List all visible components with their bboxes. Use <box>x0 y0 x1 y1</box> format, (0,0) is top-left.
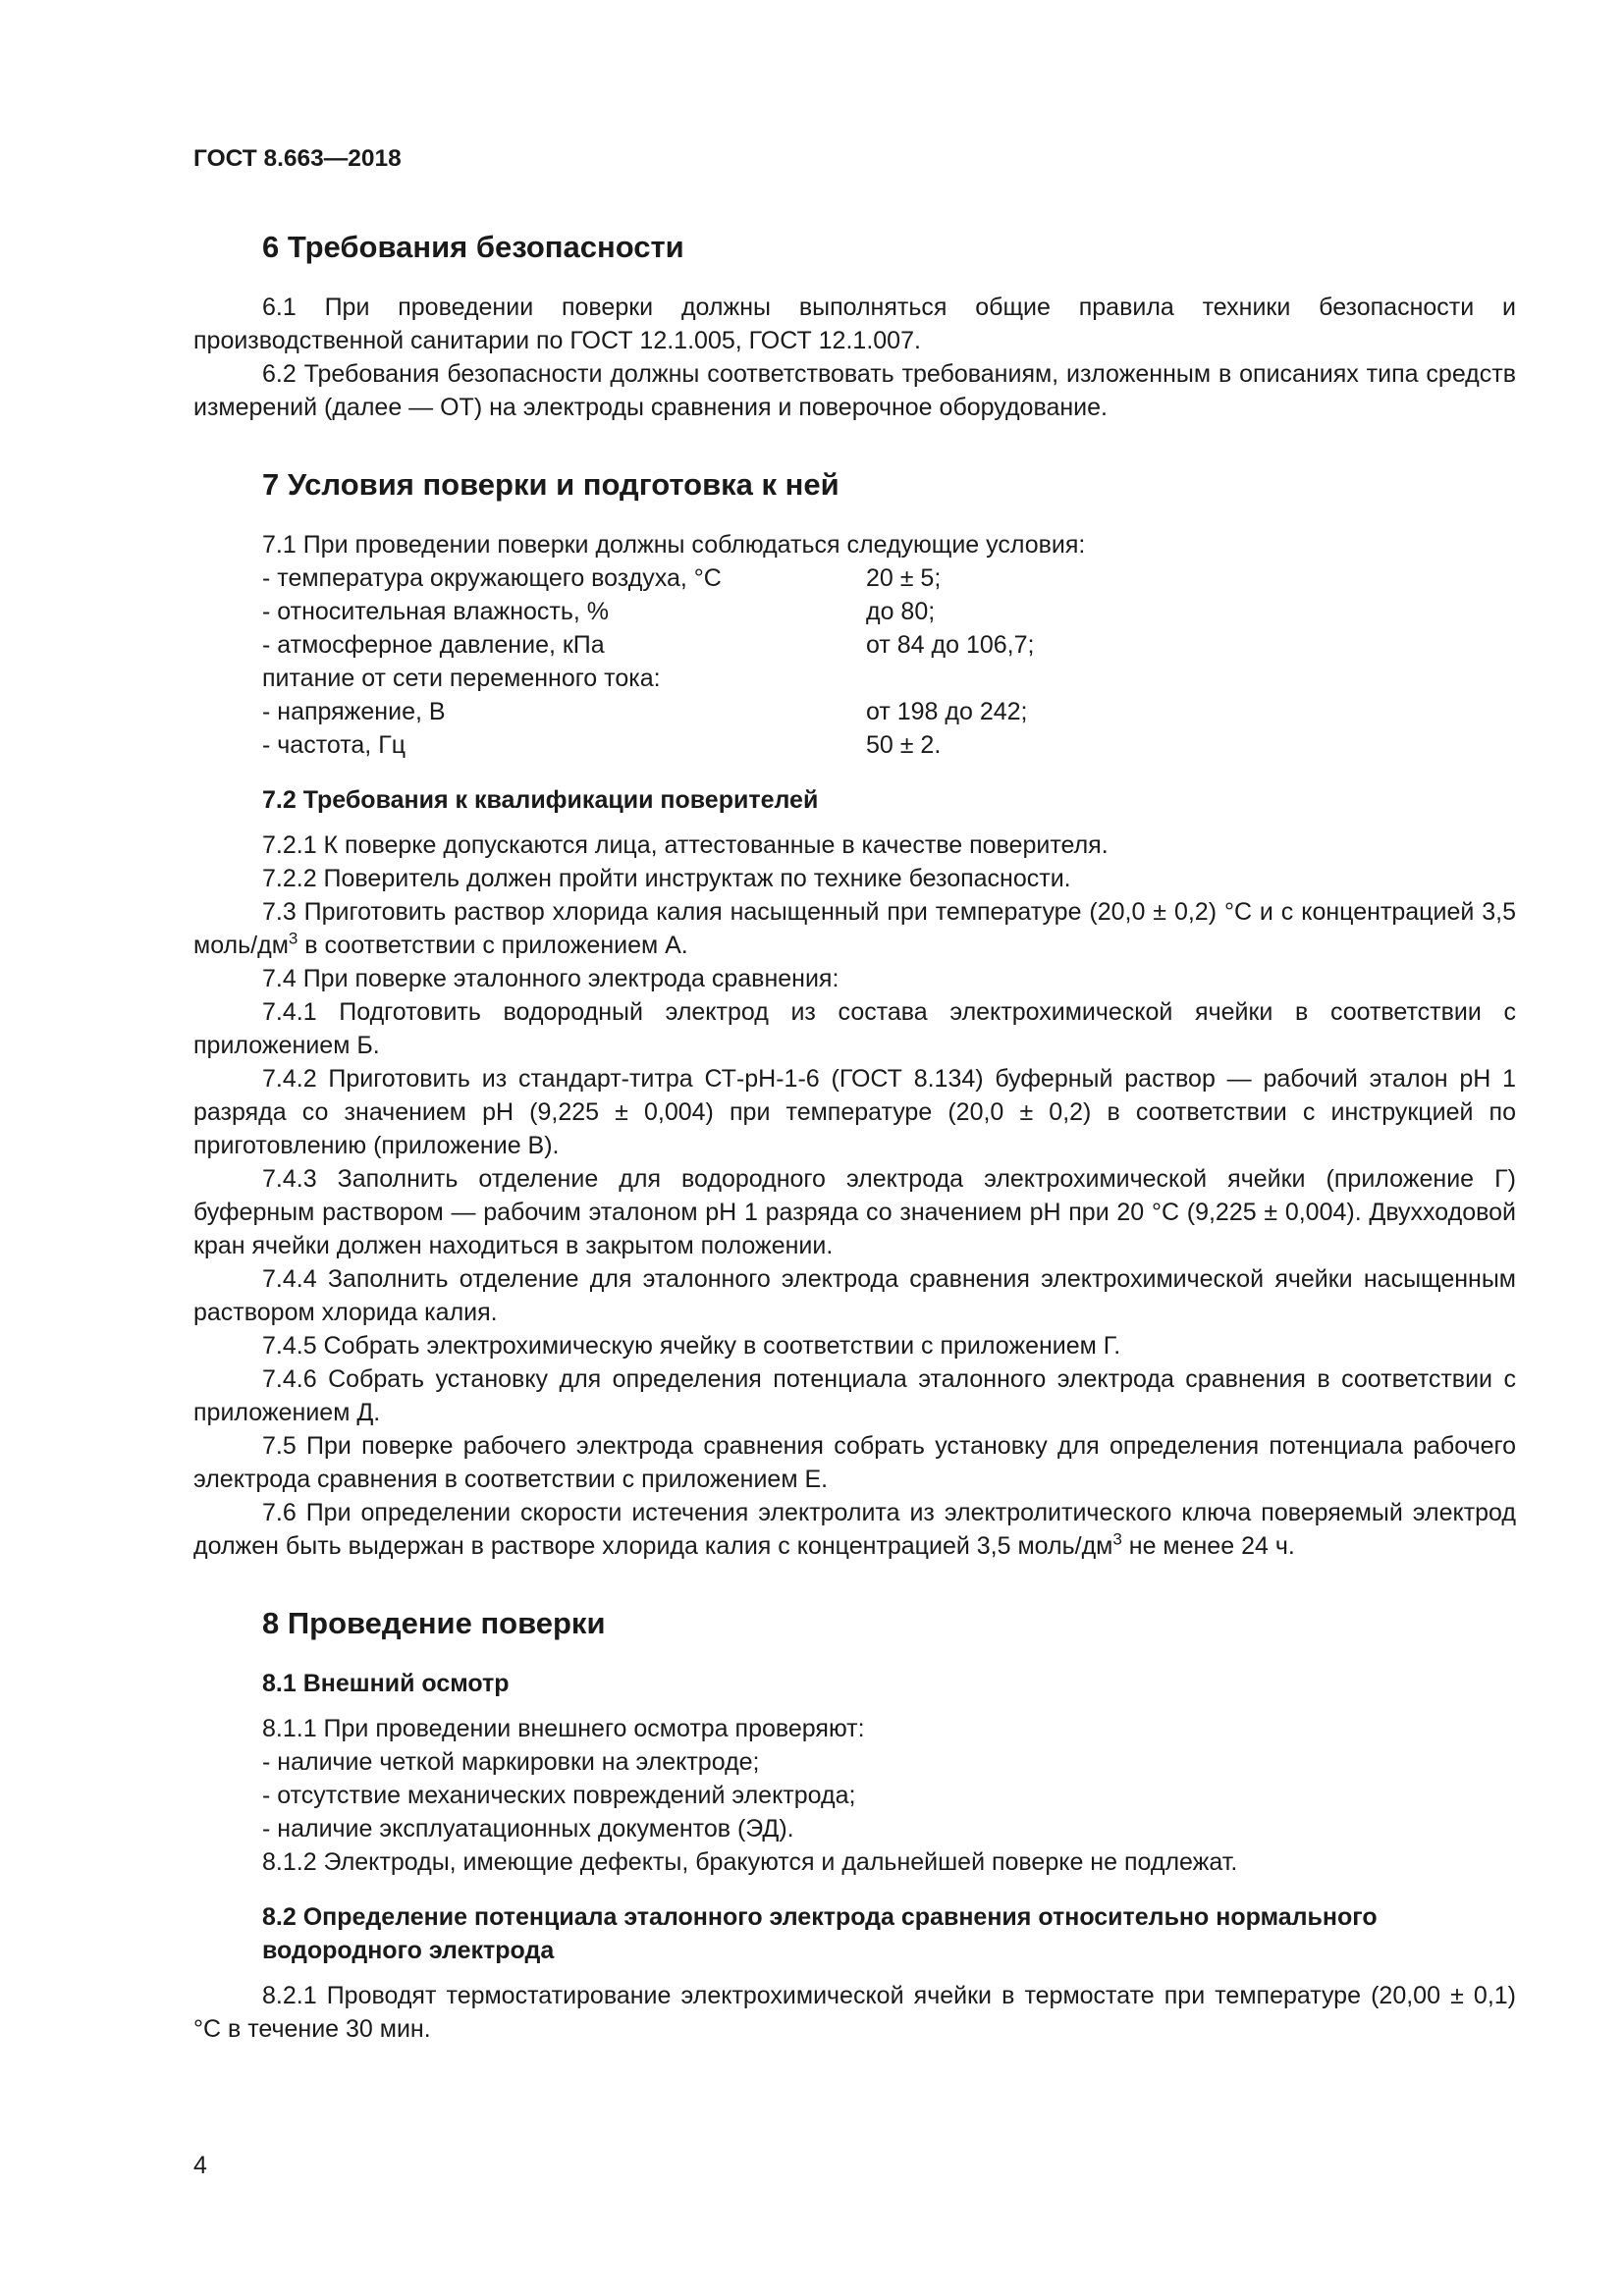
power-supply-label: питание от сети переменного тока: <box>262 665 661 692</box>
paragraph-6-1: 6.1 При проведении поверки должны выполняться общие правила техники безопасности и производственной санитарии по ГОСТ 12.1.005, ГОСТ 12.1.007. <box>193 294 1516 354</box>
paragraph-6-2: 6.2 Требования безопасности должны соответствовать требованиям, изложенным в описаниях типа средств измерений (далее — ОТ) на электроды сравнения и поверочное оборудование. <box>193 360 1516 421</box>
subsection-8-2-title: 8.2 Определение потенциала эталонного электрода сравнения относительно нормального водородного электрода <box>262 1903 1378 1964</box>
paragraph-7-4-6: 7.4.6 Собрать установку для определения потенциала эталонного электрода сравнения в соответствии с приложением Д. <box>193 1365 1516 1426</box>
condition-value: 20 ± 5; <box>866 564 942 592</box>
condition-row <box>193 628 1516 662</box>
paragraph-7-4-4: 7.4.4 Заполнить отделение для эталонного электрода сравнения электрохимической ячейки насыщенным раствором хлорида калия. <box>193 1265 1516 1326</box>
paragraph-7-5: 7.5 При поверке рабочего электрода сравнения собрать установку для определения потенциала рабочего электрода сравнения в соответствии с приложением Е. <box>193 1432 1516 1493</box>
paragraph-8-2-1: 8.2.1 Проводят термостатирование электрохимической ячейки в термостате при температуре (20,00 ± 0,1) °С в течение 30 мин. <box>193 1982 1516 2043</box>
condition-label: - частота, Гц <box>262 731 406 759</box>
paragraph-7-1: 7.1 При проведении поверки должны соблюдаться следующие условия: <box>262 531 1086 559</box>
paragraph-8-1-2: 8.1.2 Электроды, имеющие дефекты, бракуются и дальнейшей поверке не подлежат. <box>262 1848 1238 1876</box>
paragraph-7-4-1: 7.4.1 Подготовить водородный электрод из состава электрохимической ячейки в соответствии с приложением Б. <box>193 998 1516 1059</box>
condition-label: - температура окружающего воздуха, °С <box>262 564 722 592</box>
subsection-7-2-title: 7.2 Требования к квалификации поверителей <box>262 786 819 814</box>
page-number: 4 <box>193 2152 207 2179</box>
section-7-title: 7 Условия поверки и подготовка к ней <box>262 467 839 502</box>
paragraph-7-2-2: 7.2.2 Поверитель должен пройти инструктаж по технике безопасности. <box>262 865 1071 892</box>
section-8-title: 8 Проведение поверки <box>262 1606 606 1640</box>
condition-label: - относительная влажность, % <box>262 598 610 625</box>
list-item: - наличие эксплуатационных документов (ЭД). <box>262 1815 794 1842</box>
paragraph-7-6: 7.6 При определении скорости истечения электролита из электролитического ключа поверяемый электрод должен быть выдержан в растворе хлорида калия с концентрацией 3,5 моль/$дм^3$ не менее 24 ч. <box>193 1499 1516 1560</box>
document-page <box>193 145 1516 2046</box>
document-header: ГОСТ 8.663—2018 <box>193 145 402 172</box>
condition-label: - напряжение, В <box>262 698 446 725</box>
paragraph-7-4-3: 7.4.3 Заполнить отделение для водородного электрода электрохимической ячейки (приложение Г) буферным раствором — рабочим эталоном рН 1 разряда со значением рН при 20 °С (9,225 ± 0,004). Двухходовой кран ячейки должен находиться в закрытом положении. <box>193 1165 1516 1259</box>
section-6-title: 6 Требования безопасности <box>262 230 684 264</box>
condition-row <box>193 595 1516 628</box>
paragraph-7-4-2: 7.4.2 Приготовить из стандарт-титра СТ-рН-1-6 (ГОСТ 8.134) буферный раствор — рабочий эталон рН 1 разряда со значением рН (9,225 ± 0,004) при температуре (20,0 ± 0,2) в соответствии с инструкцией по приготовлению (приложение В). <box>193 1065 1516 1159</box>
condition-row <box>193 695 1516 728</box>
paragraph-7-4-5: 7.4.5 Собрать электрохимическую ячейку в соответствии с приложением Г. <box>262 1332 1121 1360</box>
condition-row <box>193 561 1516 595</box>
condition-label: - атмосферное давление, кПа <box>262 631 605 659</box>
condition-row <box>193 728 1516 762</box>
condition-value: от 198 до 242; <box>866 698 1028 725</box>
list-item: - наличие четкой маркировки на электроде; <box>262 1748 760 1776</box>
condition-value: 50 ± 2. <box>866 731 942 759</box>
paragraph-7-2-1: 7.2.1 К поверке допускаются лица, аттестованные в качестве поверителя. <box>262 831 1109 859</box>
subsection-8-1-title: 8.1 Внешний осмотр <box>262 1670 510 1697</box>
paragraph-7-3: 7.3 Приготовить раствор хлорида калия насыщенный при температуре (20,0 ± 0,2) °С и с концентрацией 3,5 моль/$дм^3$ в соответствии с приложением А. <box>193 898 1516 959</box>
condition-value: от 84 до 106,7; <box>866 631 1035 659</box>
list-item: - отсутствие механических повреждений электрода; <box>262 1782 856 1809</box>
condition-value: до 80; <box>866 598 936 625</box>
paragraph-8-1-1: 8.1.1 При проведении внешнего осмотра проверяют: <box>262 1715 865 1742</box>
paragraph-7-4: 7.4 При поверке эталонного электрода сравнения: <box>262 965 839 992</box>
